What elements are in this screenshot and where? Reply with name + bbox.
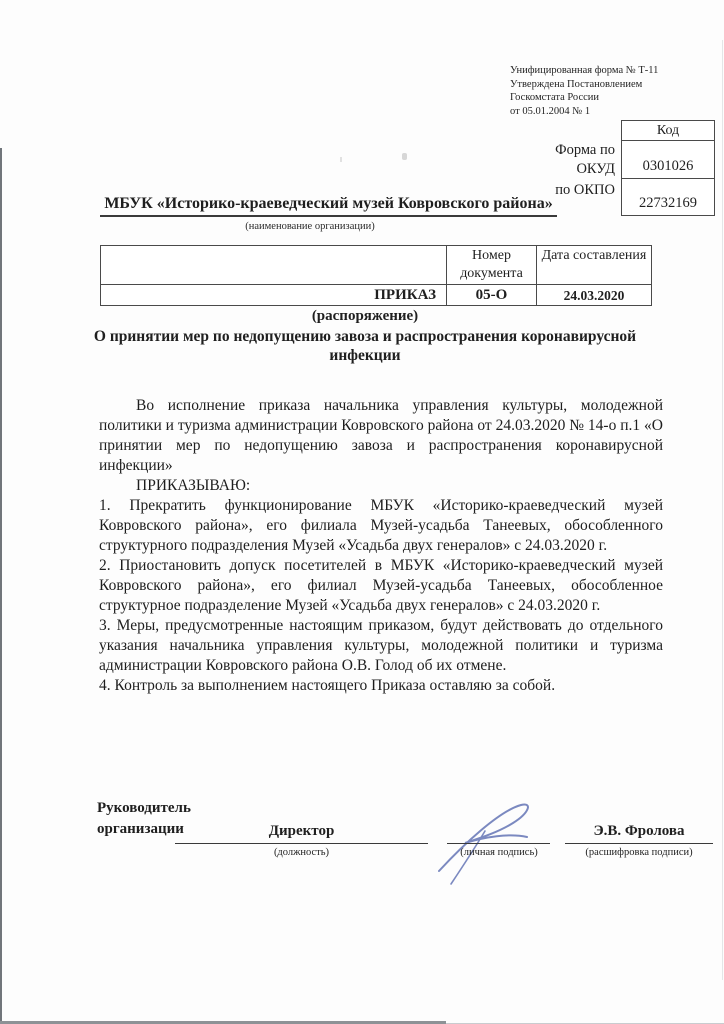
empty-cell [101, 246, 446, 284]
order-body [99, 396, 663, 696]
signatory-position: Директор [268, 823, 335, 839]
code-table [621, 120, 715, 216]
scan-speck [340, 157, 342, 162]
doc-type-label: ПРИКАЗ [101, 284, 446, 305]
document-number-table [100, 245, 652, 306]
scan-speck [402, 153, 407, 160]
signatory-name: Э.В. Фролова [593, 823, 685, 839]
okpo-label: по ОКПО [555, 182, 615, 198]
okpo-value: 22732169 [639, 195, 697, 211]
organization-caption: (наименование организации) [245, 221, 375, 232]
okud-value: 0301026 [622, 141, 714, 179]
handwritten-signature [425, 793, 565, 888]
body-paragraph: Во исполнение приказа начальника управления культуры, молодежной политики и туризма администрации Ковровского района от 24.03.2020 № 14-о п.1 «О принятии мер по недопущению завоза и распространения коронавирусной инфекции» [99, 397, 663, 474]
form-note-line: Госкомстата России [510, 92, 599, 103]
position-underline [175, 843, 428, 844]
signature-underline [447, 843, 550, 844]
scan-edge-right [722, 40, 723, 980]
body-paragraph-prikazyvayu: ПРИКАЗЫВАЮ: [136, 477, 251, 494]
body-item-2: 2. Приостановить допуск посетителей в МБУК «Историко-краеведческий музей Ковровского района», его филиал Музей-усадьба Танеевых, обособленное структурное подразделение Музей «Усадьба двух генералов» с 24.03.2020 г. [99, 557, 663, 614]
name-caption: (расшифровка подписи) [585, 847, 693, 858]
doc-date-header: Дата составления [536, 246, 651, 284]
doc-date-value: 24.03.2020 [536, 284, 651, 305]
doc-subject-title: О принятии мер по недопущению завоза и распространения коронавирусной инфекции [93, 328, 637, 364]
form-note-line: от 05.01.2004 № 1 [510, 105, 591, 117]
body-item-3: 3. Меры, предусмотренные настоящим приказом, будут действовать до отдельного указания начальника управления культуры, молодежной политики и туризма администрации Ковровского района О.В. Голод об их отмене. [99, 617, 663, 674]
doc-number-value: 05-О [446, 284, 536, 305]
position-caption: (должность) [273, 847, 330, 858]
body-item-4: 4. Контроль за выполнением настоящего Приказа оставляю за собой. [99, 677, 556, 694]
signatory-role-label: Руководитель организации [97, 800, 191, 837]
doc-subtitle: (распоряжение) [311, 308, 419, 324]
name-underline [565, 843, 713, 844]
code-table-header: Код [622, 121, 714, 141]
okud-label: Форма по ОКУД [555, 142, 615, 177]
scan-edge-left [0, 148, 2, 1024]
form-note-line: Утверждена Постановлением [510, 78, 643, 90]
form-note-line: Унифицированная форма № Т-11 [510, 65, 659, 76]
body-item-1: 1. Прекратить функционирование МБУК «Историко-краеведческий музей Ковровского района», его филиала Музей-усадьба Танеевых, обособленного структурного подразделения Музей «Усадьба двух генералов» с 24.03.2020 г. [99, 497, 663, 554]
organization-name: МБУК «Историко-краеведческий музей Ковровского района» [100, 195, 557, 217]
doc-number-header: Номер документа [446, 246, 536, 284]
form-type-note [510, 64, 658, 118]
signature-caption: (личная подпись) [460, 847, 538, 858]
